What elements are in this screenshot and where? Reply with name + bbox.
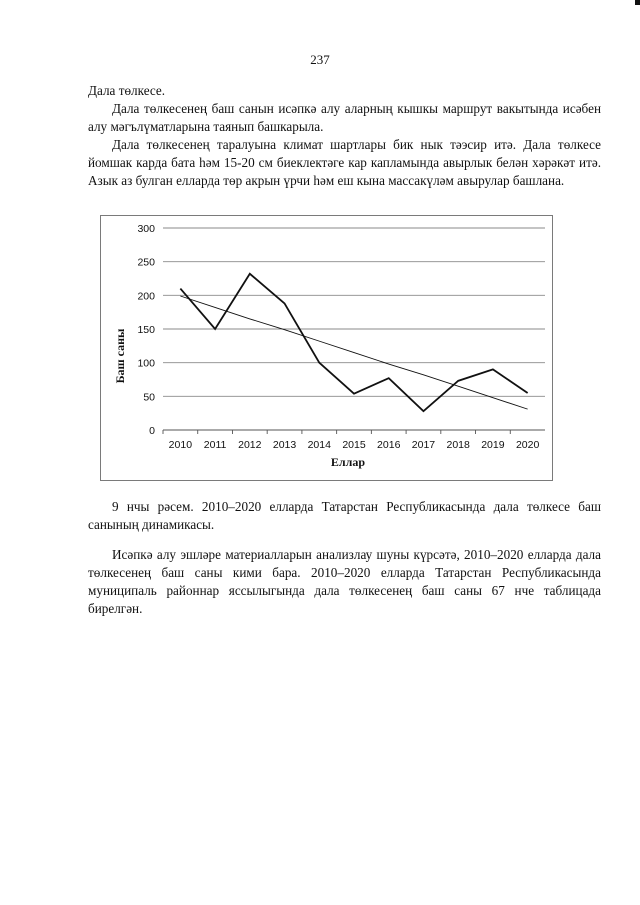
x-tick-labels [163, 430, 539, 451]
y-tick-label: 0 [149, 425, 155, 437]
x-tick-label: 2019 [481, 439, 505, 451]
x-tick-label: 2011 [203, 439, 227, 451]
y-tick-label: 250 [137, 256, 155, 269]
x-tick-label: 2010 [168, 439, 193, 451]
corner-mark [635, 0, 640, 5]
line-chart [101, 216, 554, 482]
x-tick-label: 2016 [377, 439, 401, 451]
grid-lines [163, 228, 545, 430]
series-line-head-count [180, 274, 527, 411]
y-tick-label: 200 [137, 290, 155, 303]
paragraph-3: Исәпкә алу эшләре материалларын анализлау шуны күрсәтә, 2010–2020 елларда дала төлкесенең баш саны кими бара. 2010–2020 елларда Татарстан Республикасында муниципаль районнар яссылыгында дала төлкесенең баш саны 67 нче таблицада бирелгән. [88, 547, 601, 616]
x-tick-label: 2020 [515, 439, 540, 451]
x-tick-label: 2017 [411, 439, 436, 451]
series-line-trend [180, 296, 527, 409]
y-tick-label: 100 [137, 357, 155, 370]
y-axis-title: Баш саны [113, 328, 127, 384]
x-tick-label: 2018 [446, 439, 470, 451]
x-tick-label: 2012 [238, 439, 262, 451]
paragraph-2: Дала төлкесенең таралуына климат шартлары бик нык тәэсир итә. Дала төлкесе йомшак карда бата һәм 15-20 см биеклектәге кар капламында авырлык белән хәрәкәт итә. Азык аз булган елларда төр акрын үрчи һәм еш кына массакүләм авырулар башлана. [88, 137, 601, 188]
y-tick-labels [137, 223, 155, 437]
chart-container [100, 215, 553, 481]
series-lines [180, 274, 527, 411]
x-axis-title: Еллар [330, 455, 366, 469]
page-number: 237 [310, 52, 330, 67]
y-tick-label: 50 [143, 391, 155, 404]
paragraph-1: Дала төлкесенең баш санын исәпкә алу аларның кышкы маршрут вакытында исәбен алу мәгълүматларына таянып башкарыла. [88, 101, 601, 134]
x-tick-label: 2014 [307, 439, 331, 451]
x-tick-label: 2013 [272, 439, 297, 451]
figure-caption: 9 нчы рәсем. 2010–2020 елларда Татарстан Республикасында дала төлкесе баш санының динамикасы. [88, 499, 601, 532]
y-tick-label: 300 [137, 223, 155, 235]
x-tick-label: 2015 [342, 439, 366, 451]
y-tick-label: 150 [137, 324, 155, 336]
section-heading: Дала төлкесе. [88, 83, 166, 98]
